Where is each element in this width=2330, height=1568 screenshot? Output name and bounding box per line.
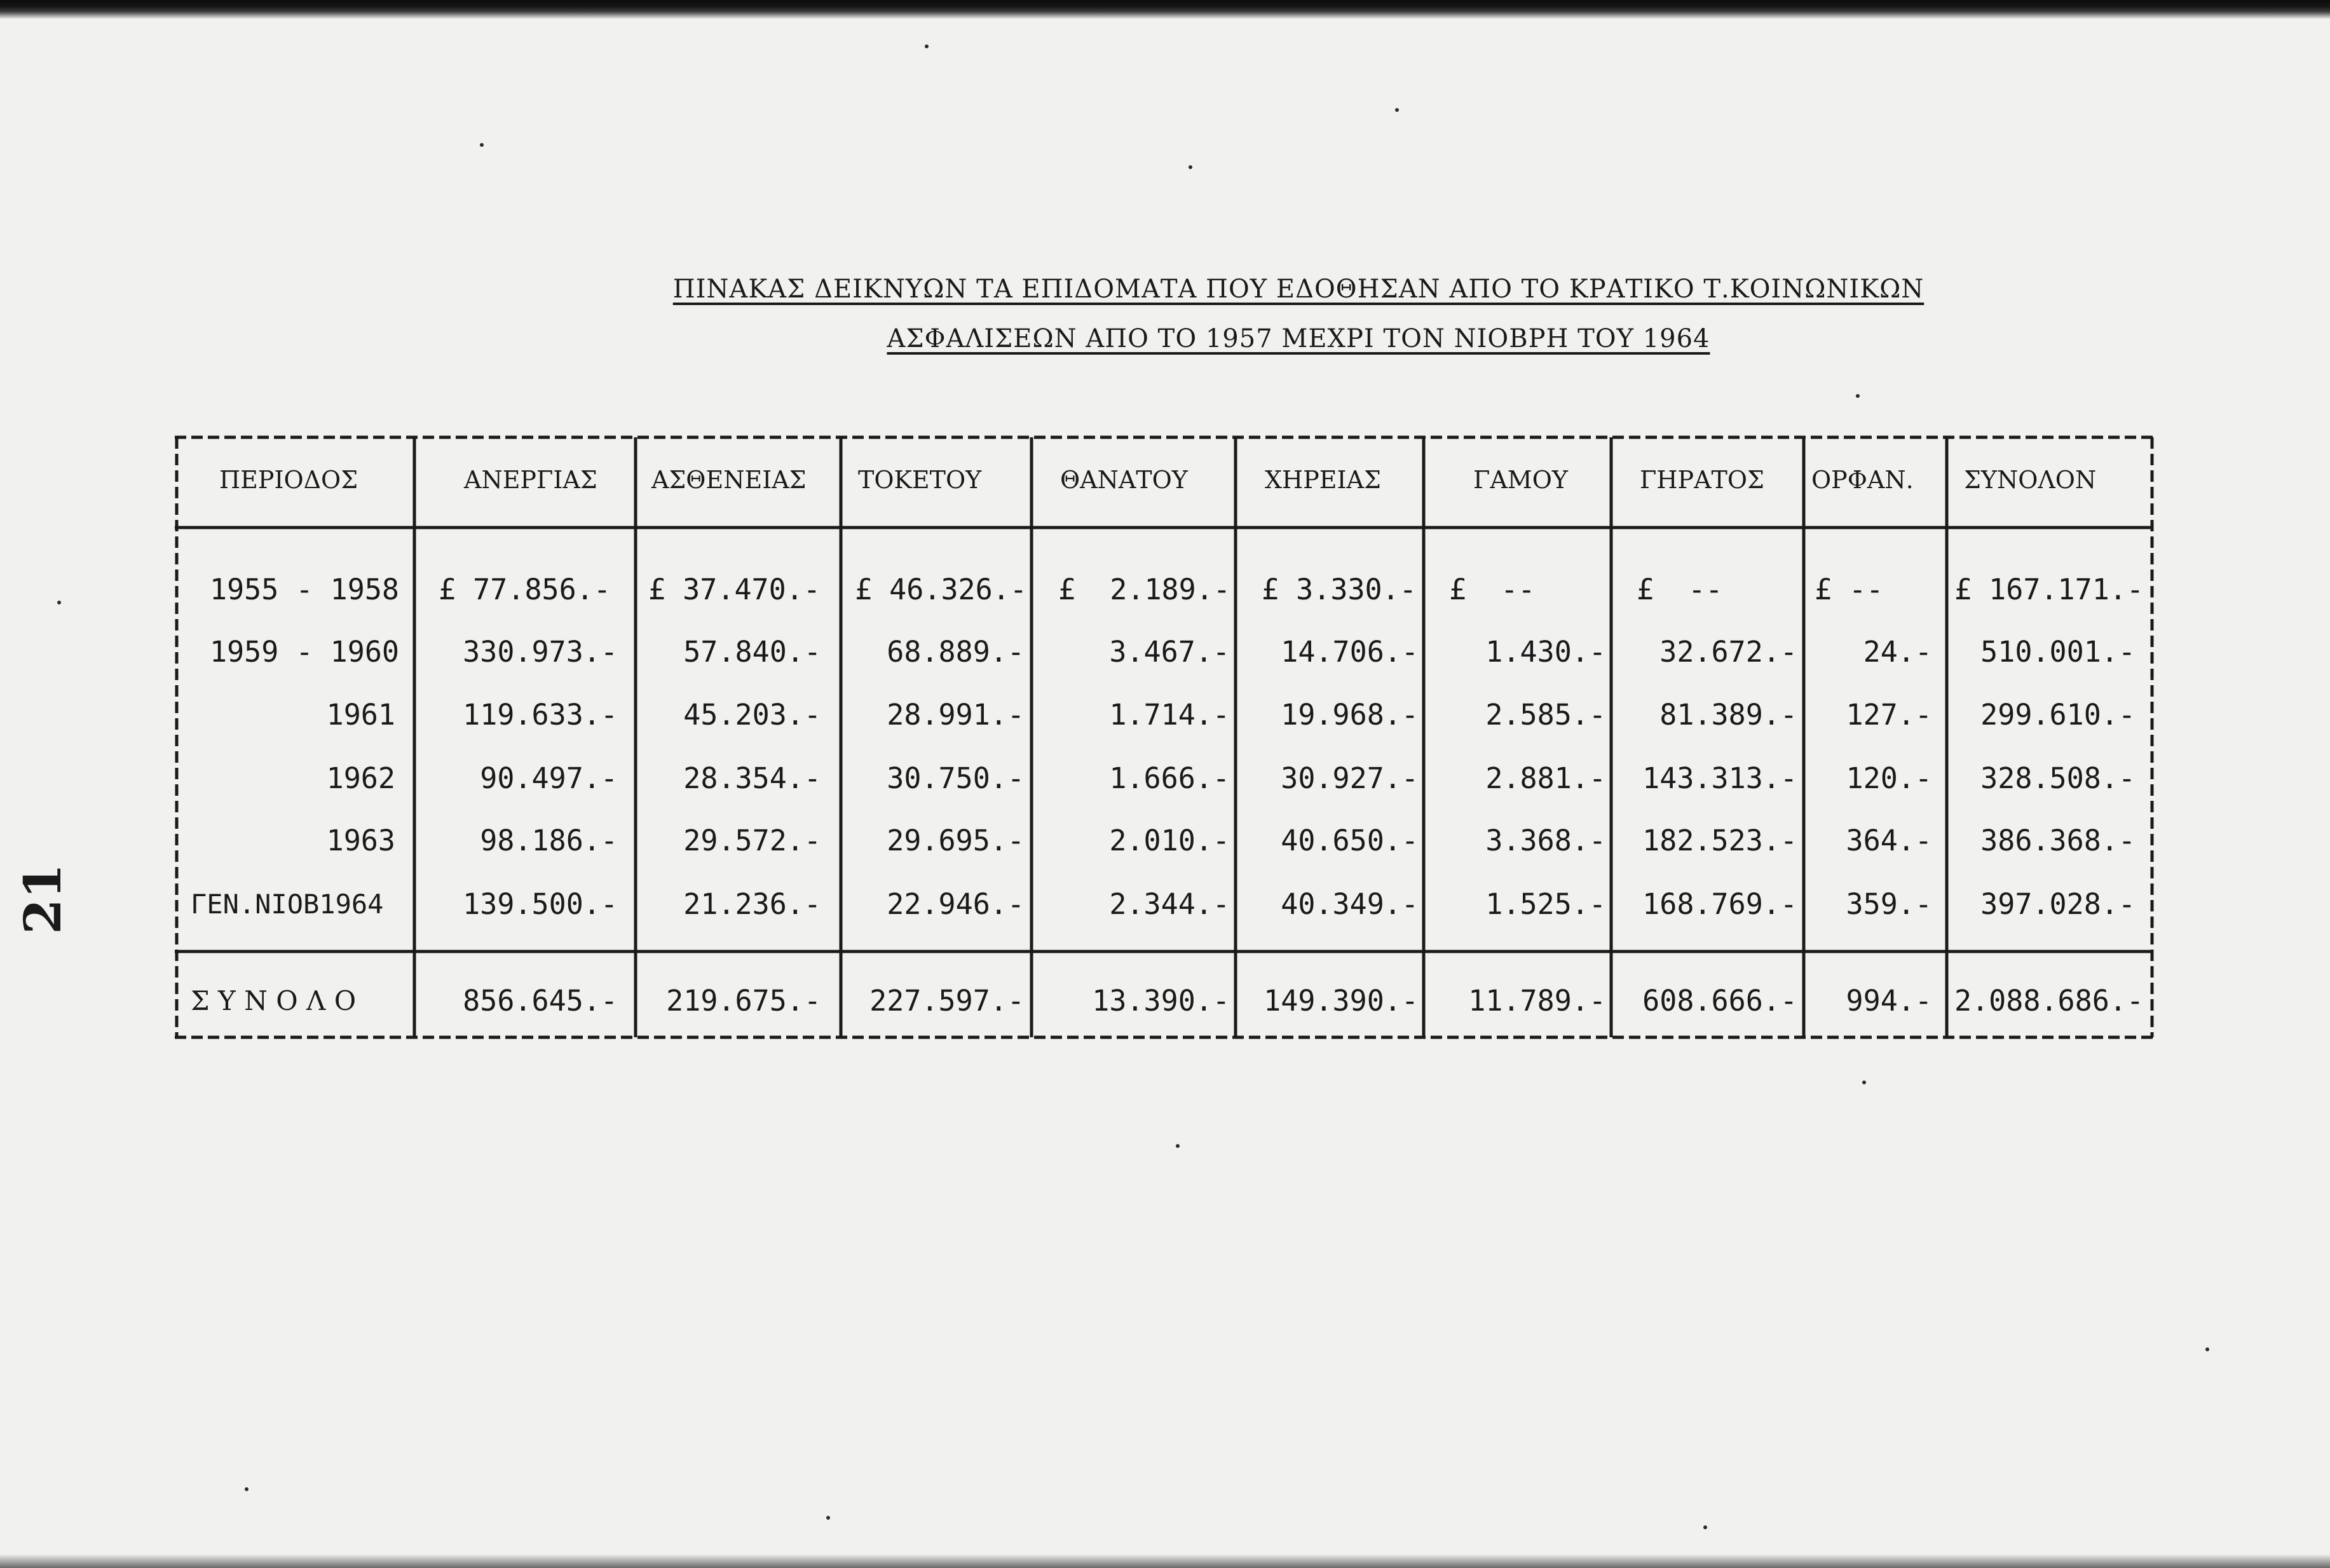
table-row-6-widowhood: 40.349.-: [1281, 887, 1419, 921]
table-row-3-sickness: 45.203.-: [683, 698, 821, 732]
table-row-3-unemployment: 119.633.-: [463, 698, 618, 732]
table-row-5-period: 1963: [326, 824, 395, 857]
table-row-5-orphan: 364.-: [1846, 824, 1932, 857]
table-row-3-widowhood: 19.968.-: [1281, 698, 1419, 732]
header-old-age: ΓΗΡΑΤΟΣ: [1640, 466, 1764, 494]
table-row-4-marriage: 2.881.-: [1485, 761, 1606, 795]
table-row-2-unemployment: 330.973.-: [463, 635, 618, 669]
table-row-5-widowhood: 40.650.-: [1281, 824, 1419, 857]
table-row-3-old-age: 81.389.-: [1659, 698, 1797, 732]
table-row-2-orphan: 24.-: [1863, 635, 1932, 669]
header-marriage: ΓΑΜΟΥ: [1473, 466, 1568, 494]
table-row-4-widowhood: 30.927.-: [1281, 761, 1419, 795]
table-total-row-death: 13.390.-: [1092, 984, 1230, 1018]
header-death: ΘΑΝΑΤΟΥ: [1060, 466, 1188, 494]
document-title-line2: ΑΣΦΑΛΙΣΕΩΝ ΑΠΟ ΤΟ 1957 ΜΕΧΡΙ ΤΟΝ ΝΙΟΒΡΗ ΤΟΥ 1964: [887, 324, 1710, 353]
table-row-6-old-age: 168.769.-: [1642, 887, 1797, 921]
table-row-2-death: 3.467.-: [1109, 635, 1230, 669]
table-row-2-sickness: 57.840.-: [683, 635, 821, 669]
table-row-4-unemployment: 90.497.-: [480, 761, 618, 795]
table-row-5-total: 386.368.-: [1980, 824, 2136, 857]
table-row-6-orphan: 359.-: [1846, 887, 1932, 921]
table-total-row-old-age: 608.666.-: [1642, 984, 1797, 1018]
table-row-6-maternity: 22.946.-: [887, 887, 1025, 921]
header-widowhood: ΧΗΡΕΙΑΣ: [1265, 466, 1381, 494]
table-row-5-unemployment: 98.186.-: [480, 824, 618, 857]
table-row-6-total: 397.028.-: [1980, 887, 2136, 921]
table-row-4-orphan: 120.-: [1846, 761, 1932, 795]
table-row-1-orphan: £ --: [1815, 573, 1884, 606]
header-maternity: ΤΟΚΕΤΟΥ: [858, 466, 982, 494]
table-row-5-sickness: 29.572.-: [683, 824, 821, 857]
header-unemployment: ΑΝΕΡΓΙΑΣ: [464, 466, 597, 494]
table-row-4-sickness: 28.354.-: [683, 761, 821, 795]
table-row-2-old-age: 32.672.-: [1659, 635, 1797, 669]
document-title-line1: ΠΙΝΑΚΑΣ ΔΕΙΚΝΥΩΝ ΤΑ ΕΠΙΔΟΜΑΤΑ ΠΟΥ ΕΔΟΘΗΣΑΝ ΑΠΟ ΤΟ ΚΡΑΤΙΚΟ Τ.ΚΟΙΝΩΝΙΚΩΝ: [672, 275, 1925, 304]
header-sickness: ΑΣΘΕΝΕΙΑΣ: [651, 466, 807, 494]
table-row-3-marriage: 2.585.-: [1485, 698, 1606, 732]
table-row-1-marriage: £ --: [1449, 573, 1536, 606]
table-row-2-period: 1959 - 1960: [210, 635, 400, 669]
header-period: ΠΕΡΙΟΔΟΣ: [219, 466, 358, 494]
table-row-4-old-age: 143.313.-: [1642, 761, 1797, 795]
table-row-2-marriage: 1.430.-: [1485, 635, 1606, 669]
table-row-4-maternity: 30.750.-: [887, 761, 1025, 795]
table-total-row-orphan: 994.-: [1846, 984, 1932, 1018]
table-row-6-unemployment: 139.500.-: [463, 887, 618, 921]
table-row-5-maternity: 29.695.-: [887, 824, 1025, 857]
table-row-4-period: 1962: [326, 761, 395, 795]
table-row-2-maternity: 68.889.-: [887, 635, 1025, 669]
table-row-1-unemployment: £ 77.856.-: [439, 573, 611, 606]
table-row-5-old-age: 182.523.-: [1642, 824, 1797, 857]
table-row-1-death: £ 2.189.-: [1058, 573, 1230, 606]
table-row-6-sickness: 21.236.-: [683, 887, 821, 921]
table-row-1-period: 1955 - 1958: [210, 573, 400, 606]
header-orphan: ΟΡΦΑΝ.: [1811, 466, 1914, 494]
table-row-1-maternity: £ 46.326.-: [855, 573, 1027, 606]
table-row-6-death: 2.344.-: [1109, 887, 1230, 921]
table-row-6-marriage: 1.525.-: [1485, 887, 1606, 921]
header-total: ΣΥΝΟΛΟΝ: [1964, 466, 2097, 494]
table-row-6-period: ΓΕΝ.ΝΙΟΒ1964: [191, 889, 384, 920]
table-total-row-period: Σ Υ Ν Ο Λ Ο: [191, 985, 357, 1016]
table-total-row-total: 2.088.686.-: [1954, 984, 2144, 1018]
table-row-1-total: £ 167.171.-: [1954, 573, 2144, 606]
table-row-3-maternity: 28.991.-: [887, 698, 1025, 732]
table-row-4-death: 1.666.-: [1109, 761, 1230, 795]
table-row-5-marriage: 3.368.-: [1485, 824, 1606, 857]
table-row-3-death: 1.714.-: [1109, 698, 1230, 732]
table-row-3-period: 1961: [326, 698, 395, 732]
table-total-row-marriage: 11.789.-: [1468, 984, 1606, 1018]
table-row-1-widowhood: £ 3.330.-: [1262, 573, 1417, 606]
table-row-3-orphan: 127.-: [1846, 698, 1932, 732]
table-row-4-total: 328.508.-: [1980, 761, 2136, 795]
table-row-3-total: 299.610.-: [1980, 698, 2136, 732]
margin-handwritten-note: 21: [13, 863, 72, 934]
table-row-1-old-age: £ --: [1637, 573, 1723, 606]
table-row-5-death: 2.010.-: [1109, 824, 1230, 857]
table-row-2-widowhood: 14.706.-: [1281, 635, 1419, 669]
table-total-row-maternity: 227.597.-: [869, 984, 1025, 1018]
table-total-row-sickness: 219.675.-: [666, 984, 821, 1018]
table-total-row-widowhood: 149.390.-: [1264, 984, 1419, 1018]
table-total-row-unemployment: 856.645.-: [463, 984, 618, 1018]
table-row-2-total: 510.001.-: [1980, 635, 2136, 669]
table-row-1-sickness: £ 37.470.-: [648, 573, 821, 606]
